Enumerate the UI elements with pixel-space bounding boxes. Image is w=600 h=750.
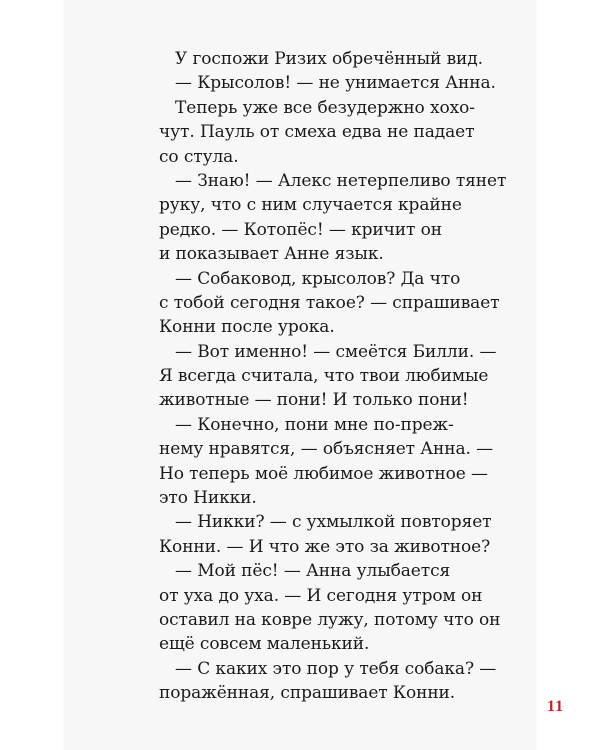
page-text <box>159 47 507 706</box>
text-line: животные — пони! И только пони! <box>159 390 469 411</box>
text-line: Теперь уже все безудержно хохо- <box>175 97 475 118</box>
text-line: ещё совсем маленький. <box>159 634 370 655</box>
text-line: от уха до уха. — И сегодня утром он <box>159 585 483 606</box>
text-line: Конни. — И что же это за животное? <box>159 536 491 557</box>
text-line: — Никки? — с ухмылкой повторяет <box>175 512 492 533</box>
text-line: Но теперь моё любимое животное — <box>159 463 488 484</box>
text-line: — Мой пёс! — Анна улыбается <box>175 561 451 582</box>
text-line: нему нравятся, — объясняет Анна. — <box>159 439 494 460</box>
text-line: руку, что с ним случается крайне <box>159 195 462 216</box>
text-line: — Знаю! — Алекс нетерпеливо тянет <box>175 170 507 191</box>
text-line: и показывает Анне язык. <box>159 244 384 265</box>
text-line: это Никки. <box>159 488 257 509</box>
text-line: оставил на ковре лужу, потому что он <box>159 609 501 630</box>
text-line: — Вот именно! — смеётся Билли. — <box>175 341 497 362</box>
text-line: — Конечно, пони мне по-преж- <box>175 414 454 435</box>
book-page <box>65 0 565 750</box>
text-line: с тобой сегодня такое? — спрашивает <box>159 292 500 313</box>
text-line: редко. — Котопёс! — кричит он <box>159 219 442 240</box>
text-line: чут. Пауль от смеха едва не падает <box>159 122 475 143</box>
text-line: со стула. <box>159 146 239 167</box>
text-line: — Крысолов! — не унимается Анна. <box>175 73 496 94</box>
text-line: поражённая, спрашивает Конни. <box>159 683 456 704</box>
text-line: Я всегда считала, что твои любимые <box>159 366 489 387</box>
text-line: Конни после урока. <box>159 317 335 338</box>
text-line: — С каких это пор у тебя собака? — <box>175 658 497 679</box>
page-number: 11 <box>547 698 565 715</box>
text-line: У госпожи Ризих обречённый вид. <box>175 49 483 69</box>
text-line: — Собаковод, крысолов? Да что <box>175 268 461 289</box>
